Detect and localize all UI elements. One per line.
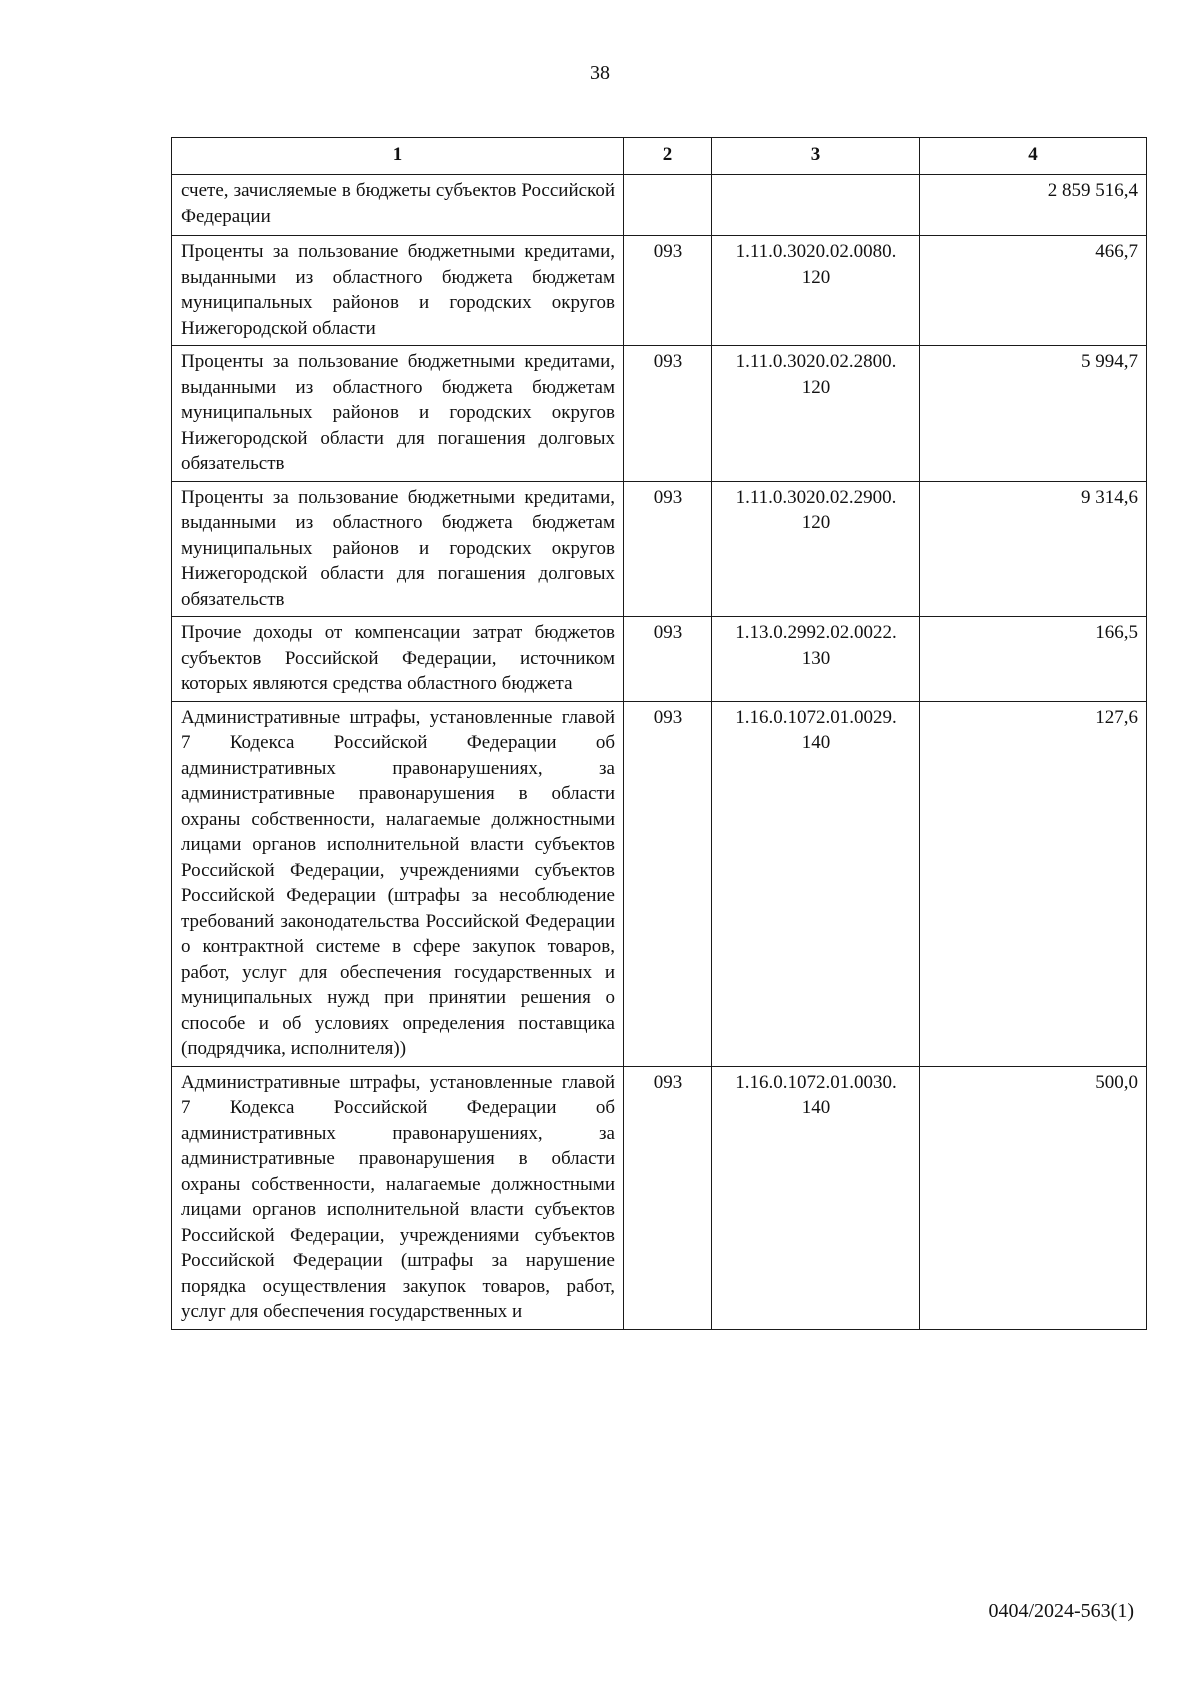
code-line-2: 120 [801, 512, 831, 533]
table-row [172, 175, 1147, 236]
amount-value: 500,0 [920, 1066, 1147, 1329]
code-line-1: 1.13.0.2992.02.0022. [735, 622, 897, 643]
column-header-4: 4 [920, 138, 1147, 175]
administrator-code: 093 [624, 346, 712, 482]
code-line-2: 140 [801, 732, 831, 753]
amount-value: 5 994,7 [920, 346, 1147, 482]
amount-value: 9 314,6 [920, 481, 1147, 617]
income-description: Административные штрафы, установленные главой 7 Кодекса Российской Федерации об административных правонарушениях, за административные правонарушения в области охраны собственности, налагаемые должностными лицами органов исполнительной власти субъектов Российской Федерации, учреждениями субъектов Российской Федерации (штрафы за нарушение порядка осуществления закупок товаров, работ, услуг для обеспечения государственных и [172, 1066, 624, 1329]
income-description: Проценты за пользование бюджетными кредитами, выданными из областного бюджета бюджетам муниципальных районов и городских округов Нижегородской области для погашения долговых обязательств [172, 346, 624, 482]
administrator-code: 093 [624, 481, 712, 617]
code-line-1: 1.11.0.3020.02.2900. [735, 486, 897, 508]
budget-classification-code [712, 175, 920, 236]
table-row [172, 346, 1147, 482]
administrator-code: 093 [624, 1066, 712, 1329]
table-row [172, 481, 1147, 617]
column-header-3: 3 [712, 138, 920, 175]
code-line-2: 130 [801, 647, 831, 669]
administrator-code: 093 [624, 236, 712, 346]
budget-classification-code [712, 1066, 920, 1329]
budget-classification-code [712, 346, 920, 482]
code-line-2: 120 [801, 266, 831, 288]
income-description: Проценты за пользование бюджетными кредитами, выданными из областного бюджета бюджетам муниципальных районов и городских округов Нижегородской области для погашения долговых обязательств [172, 481, 624, 617]
page-number: 38 [590, 62, 610, 84]
code-line-2: 140 [801, 1097, 831, 1118]
document-registration-code: 0404/2024-563(1) [988, 1600, 1134, 1622]
amount-value: 466,7 [920, 236, 1147, 346]
code-line-1: 1.16.0.1072.01.0029. [735, 706, 897, 728]
table-row [172, 617, 1147, 702]
budget-classification-code [712, 481, 920, 617]
table-row [172, 1066, 1147, 1329]
code-line-2: 120 [801, 376, 831, 398]
budget-classification-code [712, 701, 920, 1066]
code-line-1: 1.11.0.3020.02.2800. [735, 351, 897, 372]
budget-classification-code [712, 617, 920, 702]
table-header-row [172, 138, 1147, 175]
code-line-1: 1.11.0.3020.02.0080. [735, 241, 897, 262]
income-description: счете, зачисляемые в бюджеты субъектов Российской Федерации [172, 175, 624, 236]
income-description: Административные штрафы, установленные главой 7 Кодекса Российской Федерации об административных правонарушениях, за административные правонарушения в области охраны собственности, налагаемые должностными лицами органов исполнительной власти субъектов Российской Федерации, учреждениями субъектов Российской Федерации (штрафы за несоблюдение требований законодательства Российской Федерации о контрактной системе в сфере закупок товаров, работ, услуг для обеспечения государственных и муниципальных нужд при принятии решения о способе и об условиях определения поставщика (подрядчика, исполнителя)) [172, 701, 624, 1066]
budget-income-table [171, 137, 1147, 1330]
amount-value: 127,6 [920, 701, 1147, 1066]
administrator-code [624, 175, 712, 236]
amount-value: 166,5 [920, 617, 1147, 702]
column-header-1: 1 [172, 138, 624, 175]
amount-value: 2 859 516,4 [920, 175, 1147, 236]
administrator-code: 093 [624, 617, 712, 702]
administrator-code: 093 [624, 701, 712, 1066]
budget-classification-code [712, 236, 920, 346]
code-line-1: 1.16.0.1072.01.0030. [735, 1071, 897, 1093]
column-header-2: 2 [624, 138, 712, 175]
table-row [172, 701, 1147, 1066]
income-description: Проценты за пользование бюджетными кредитами, выданными из областного бюджета бюджетам муниципальных районов и городских округов Нижегородской области [172, 236, 624, 346]
income-description: Прочие доходы от компенсации затрат бюджетов субъектов Российской Федерации, источником которых являются средства областного бюджета [172, 617, 624, 702]
table-row [172, 236, 1147, 346]
